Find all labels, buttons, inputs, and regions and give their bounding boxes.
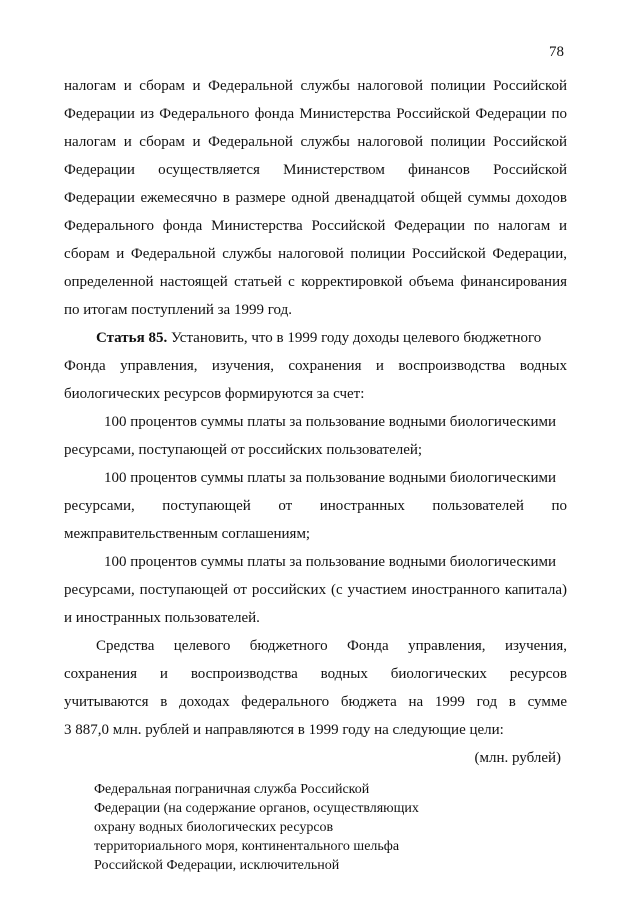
table-cell-line: охрану водных биологических ресурсов: [94, 820, 334, 835]
text-line: сборам и Федеральной службы налоговой полиции Российской Федерации,: [64, 246, 567, 262]
text-line: 100 процентов суммы платы за пользование водными биологическими: [104, 414, 556, 430]
article-label: Статья 85.: [96, 330, 168, 346]
page-number: 78: [549, 44, 564, 60]
units-label: (млн. рублей): [474, 750, 561, 766]
text-line: биологических ресурсов формируются за счет:: [64, 386, 365, 402]
text-line: Фонда управления, изучения, сохранения и воспроизводства водных: [64, 358, 567, 374]
table-cell-line: Российской Федерации, исключительной: [94, 858, 340, 873]
text-line: Федерации осуществляется Министерством финансов Российской: [64, 162, 567, 178]
text-line: ресурсами, поступающей от иностранных пользователей по: [64, 498, 567, 514]
text-line: и иностранных пользователей.: [64, 610, 260, 626]
text-line: Федерации из Федерального фонда Министерства Российской Федерации по: [64, 106, 567, 122]
text-line: ресурсами, поступающей от российских (с участием иностранного капитала): [64, 582, 567, 598]
text-line: по итогам поступлений за 1999 год.: [64, 302, 292, 318]
text-line: Федерации ежемесячно в размере одной двенадцатой общей суммы доходов: [64, 190, 567, 206]
text-line: ресурсами, поступающей от российских пользователей;: [64, 442, 423, 458]
table-cell-line: Федерации (на содержание органов, осуществляющих: [94, 801, 419, 816]
text-line: межправительственным соглашениям;: [64, 526, 311, 542]
table-cell-line: территориального моря, континентального шельфа: [94, 839, 400, 854]
text-line: сохранения и воспроизводства водных биологических ресурсов: [64, 666, 567, 682]
text-line: учитываются в доходах федерального бюджета на 1999 год в сумме: [64, 694, 567, 710]
text-line: Федерального фонда Министерства Российской Федерации по налогам и: [64, 218, 567, 234]
text-line: 3 887,0 млн. рублей и направляются в 1999 году на следующие цели:: [64, 722, 504, 738]
text-line: налогам и сборам и Федеральной службы налоговой полиции Российской: [64, 134, 567, 150]
article-text: Установить, что в 1999 году доходы целевого бюджетного: [167, 330, 542, 346]
text-line: 100 процентов суммы платы за пользование водными биологическими: [104, 554, 556, 570]
text-line: 100 процентов суммы платы за пользование водными биологическими: [104, 470, 556, 486]
table-cell-line: Федеральная пограничная служба Российской: [94, 782, 370, 797]
text-line: определенной настоящей статьей с корректировкой объема финансирования: [64, 274, 567, 290]
article-heading-line: [96, 328, 567, 348]
text-line: налогам и сборам и Федеральной службы налоговой полиции Российской: [64, 78, 567, 94]
text-line: Средства целевого бюджетного Фонда управления, изучения,: [96, 638, 567, 654]
